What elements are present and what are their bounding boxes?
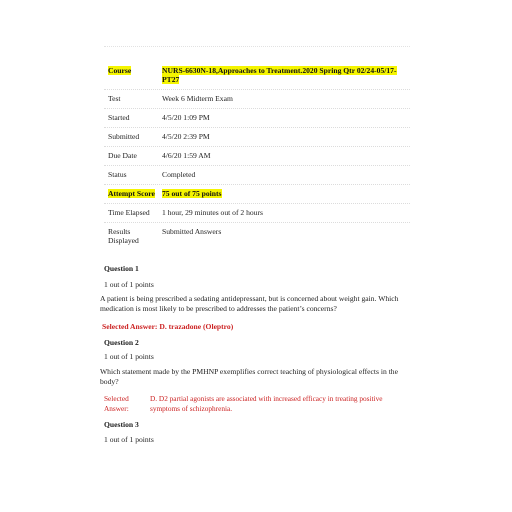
summary-row-started — [104, 109, 410, 128]
summary-value-course: NURS-6630N-18,Approaches to Treatment.2020 Spring Qtr 02/24-05/17-PT27 — [162, 66, 397, 84]
summary-row-status — [104, 166, 410, 185]
summary-row-course — [104, 60, 410, 90]
summary-label-status: Status — [108, 170, 127, 179]
summary-label-test: Test — [108, 94, 121, 103]
summary-label-results-displayed: Results Displayed — [108, 227, 139, 245]
summary-value-status: Completed — [162, 170, 196, 179]
question-3-title: Question 3 — [104, 420, 139, 429]
selected-answer-value: D. D2 partial agonists are associated with increased efficacy in treating positive symptoms of schizophrenia. — [150, 394, 383, 413]
summary-row-due-date — [104, 147, 410, 166]
question-2-selected-answer — [104, 394, 404, 413]
question-2-score: 1 out of 1 points — [104, 352, 154, 361]
question-3-score: 1 out of 1 points — [104, 435, 154, 444]
summary-value-test: Week 6 Midterm Exam — [162, 94, 233, 103]
question-1-score: 1 out of 1 points — [104, 280, 154, 289]
summary-row-results-displayed — [104, 223, 410, 250]
summary-label-time-elapsed: Time Elapsed — [108, 208, 150, 217]
summary-value-due-date: 4/6/20 1:59 AM — [162, 151, 211, 160]
summary-label-started: Started — [108, 113, 130, 122]
summary-value-attempt-score: 75 out of 75 points — [162, 189, 222, 198]
question-1-selected-answer: Selected Answer: D. trazadone (Oleptro) — [102, 322, 234, 331]
summary-row-submitted — [104, 128, 410, 147]
summary-value-time-elapsed: 1 hour, 29 minutes out of 2 hours — [162, 208, 263, 217]
summary-value-results-displayed: Submitted Answers — [162, 227, 222, 236]
summary-label-due-date: Due Date — [108, 151, 137, 160]
summary-value-submitted: 4/5/20 2:39 PM — [162, 132, 210, 141]
summary-value-started: 4/5/20 1:09 PM — [162, 113, 210, 122]
top-divider — [104, 46, 410, 47]
question-2-text: Which statement made by the PMHNP exemplifies correct teaching of physiological effects in the body? — [100, 367, 398, 386]
selected-answer-label: Selected Answer: — [104, 394, 129, 413]
summary-row-attempt-score — [104, 185, 410, 204]
attempt-summary-table — [104, 60, 410, 250]
summary-label-attempt-score: Attempt Score — [108, 189, 155, 198]
question-1-text: A patient is being prescribed a sedating antidepressant, but is concerned about weight gain. Which medication is most likely to be prescribed to addresses the patient’s concerns? — [100, 294, 399, 313]
summary-label-course: Course — [108, 66, 132, 75]
question-1-title: Question 1 — [104, 264, 139, 273]
summary-row-test — [104, 90, 410, 109]
summary-label-submitted: Submitted — [108, 132, 140, 141]
question-2-title: Question 2 — [104, 338, 139, 347]
summary-row-time-elapsed — [104, 204, 410, 223]
